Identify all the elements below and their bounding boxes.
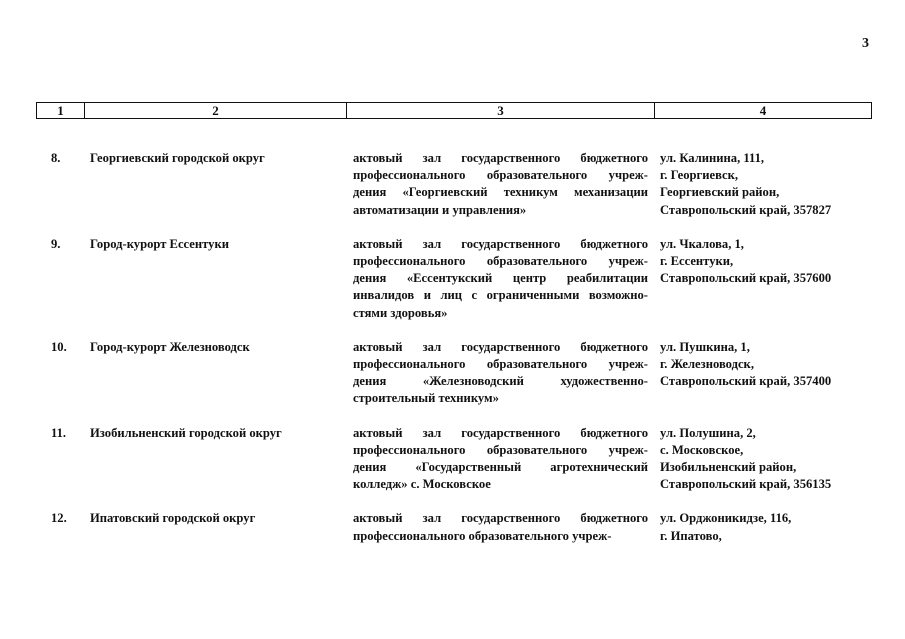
venue-line: дения «Георгиевский техникум механизации [353, 185, 648, 200]
district-name: Изобильненский городской округ [90, 425, 282, 440]
row-number: 10. [51, 339, 67, 354]
venue-description [353, 236, 648, 322]
venue-line: стями здоровья» [353, 305, 448, 320]
table-body [0, 150, 905, 562]
address-line: ул. Орджоникидзе, 116, [660, 511, 792, 526]
page-number: 3 [862, 36, 869, 51]
venue-line: дения «Железноводский художественно- [353, 374, 648, 389]
table-row [0, 425, 905, 494]
venue-description [353, 510, 648, 544]
address-line: Изобильненский район, [660, 460, 797, 475]
address [660, 425, 870, 494]
address-line: Ставропольский край, 357400 [660, 374, 832, 389]
venue-line: строительный техникум» [353, 391, 499, 406]
address [660, 236, 870, 322]
table-header [36, 102, 872, 119]
venue-line: дения «Ессентукский центр реабилитации [353, 271, 648, 286]
venue-line: профессионального образовательного учреж- [353, 254, 648, 269]
venue-line: актовый зал государственного бюджетного [353, 339, 648, 354]
table-row [0, 339, 905, 408]
venue-line: дения «Государственный агротехнический [353, 460, 648, 475]
address-line: ул. Калинина, 111, [660, 151, 765, 165]
address-line: г. Ипатово, [660, 528, 722, 543]
venue-line: актовый зал государственного бюджетного [353, 151, 648, 165]
address-line: с. Московское, [660, 442, 744, 457]
address-line: Ставропольский край, 357600 [660, 271, 832, 286]
table-row [0, 150, 905, 219]
header-column-1: 1 [37, 103, 85, 118]
row-number: 8. [51, 151, 61, 165]
address-line: г. Железноводск, [660, 357, 754, 372]
address-line: г. Ессентуки, [660, 254, 734, 269]
district-name: Город-курорт Железноводск [90, 339, 250, 354]
row-number: 12. [51, 511, 67, 526]
table-row [0, 236, 905, 322]
venue-line: профессионального образовательного учреж- [353, 528, 612, 543]
address-line: г. Георгиевск, [660, 168, 739, 183]
district-name: Георгиевский городской округ [90, 151, 265, 165]
address-line: ул. Полушина, 2, [660, 425, 756, 440]
header-column-2: 2 [85, 103, 347, 118]
venue-description [353, 150, 648, 219]
address-line: Ставропольский край, 357827 [660, 202, 832, 217]
row-number: 11. [51, 425, 67, 440]
address [660, 339, 870, 408]
district-name: Город-курорт Ессентуки [90, 236, 229, 251]
address-line: ул. Чкалова, 1, [660, 236, 744, 251]
venue-description [353, 339, 648, 408]
venue-line: актовый зал государственного бюджетного [353, 425, 648, 440]
venue-line: профессионального образовательного учреж- [353, 357, 648, 372]
venue-line: актовый зал государственного бюджетного [353, 511, 648, 526]
address-line: ул. Пушкина, 1, [660, 339, 750, 354]
venue-line: автоматизации и управления» [353, 202, 527, 217]
venue-line: актовый зал государственного бюджетного [353, 236, 648, 251]
address [660, 150, 870, 219]
table-row [0, 510, 905, 544]
venue-line: профессионального образовательного учреж- [353, 442, 648, 457]
header-column-4: 4 [759, 103, 767, 118]
venue-line: профессионального образовательного учреж- [353, 168, 648, 183]
venue-line: инвалидов и лиц с ограниченными возможно- [353, 288, 648, 303]
header-column-3: 3 [347, 103, 655, 118]
venue-description [353, 425, 648, 494]
district-name: Ипатовский городской округ [90, 511, 256, 526]
venue-line: колледж» с. Московское [353, 477, 491, 492]
address-line: Георгиевский район, [660, 185, 780, 200]
row-number: 9. [51, 236, 61, 251]
address [660, 510, 870, 544]
address-line: Ставропольский край, 356135 [660, 477, 832, 492]
